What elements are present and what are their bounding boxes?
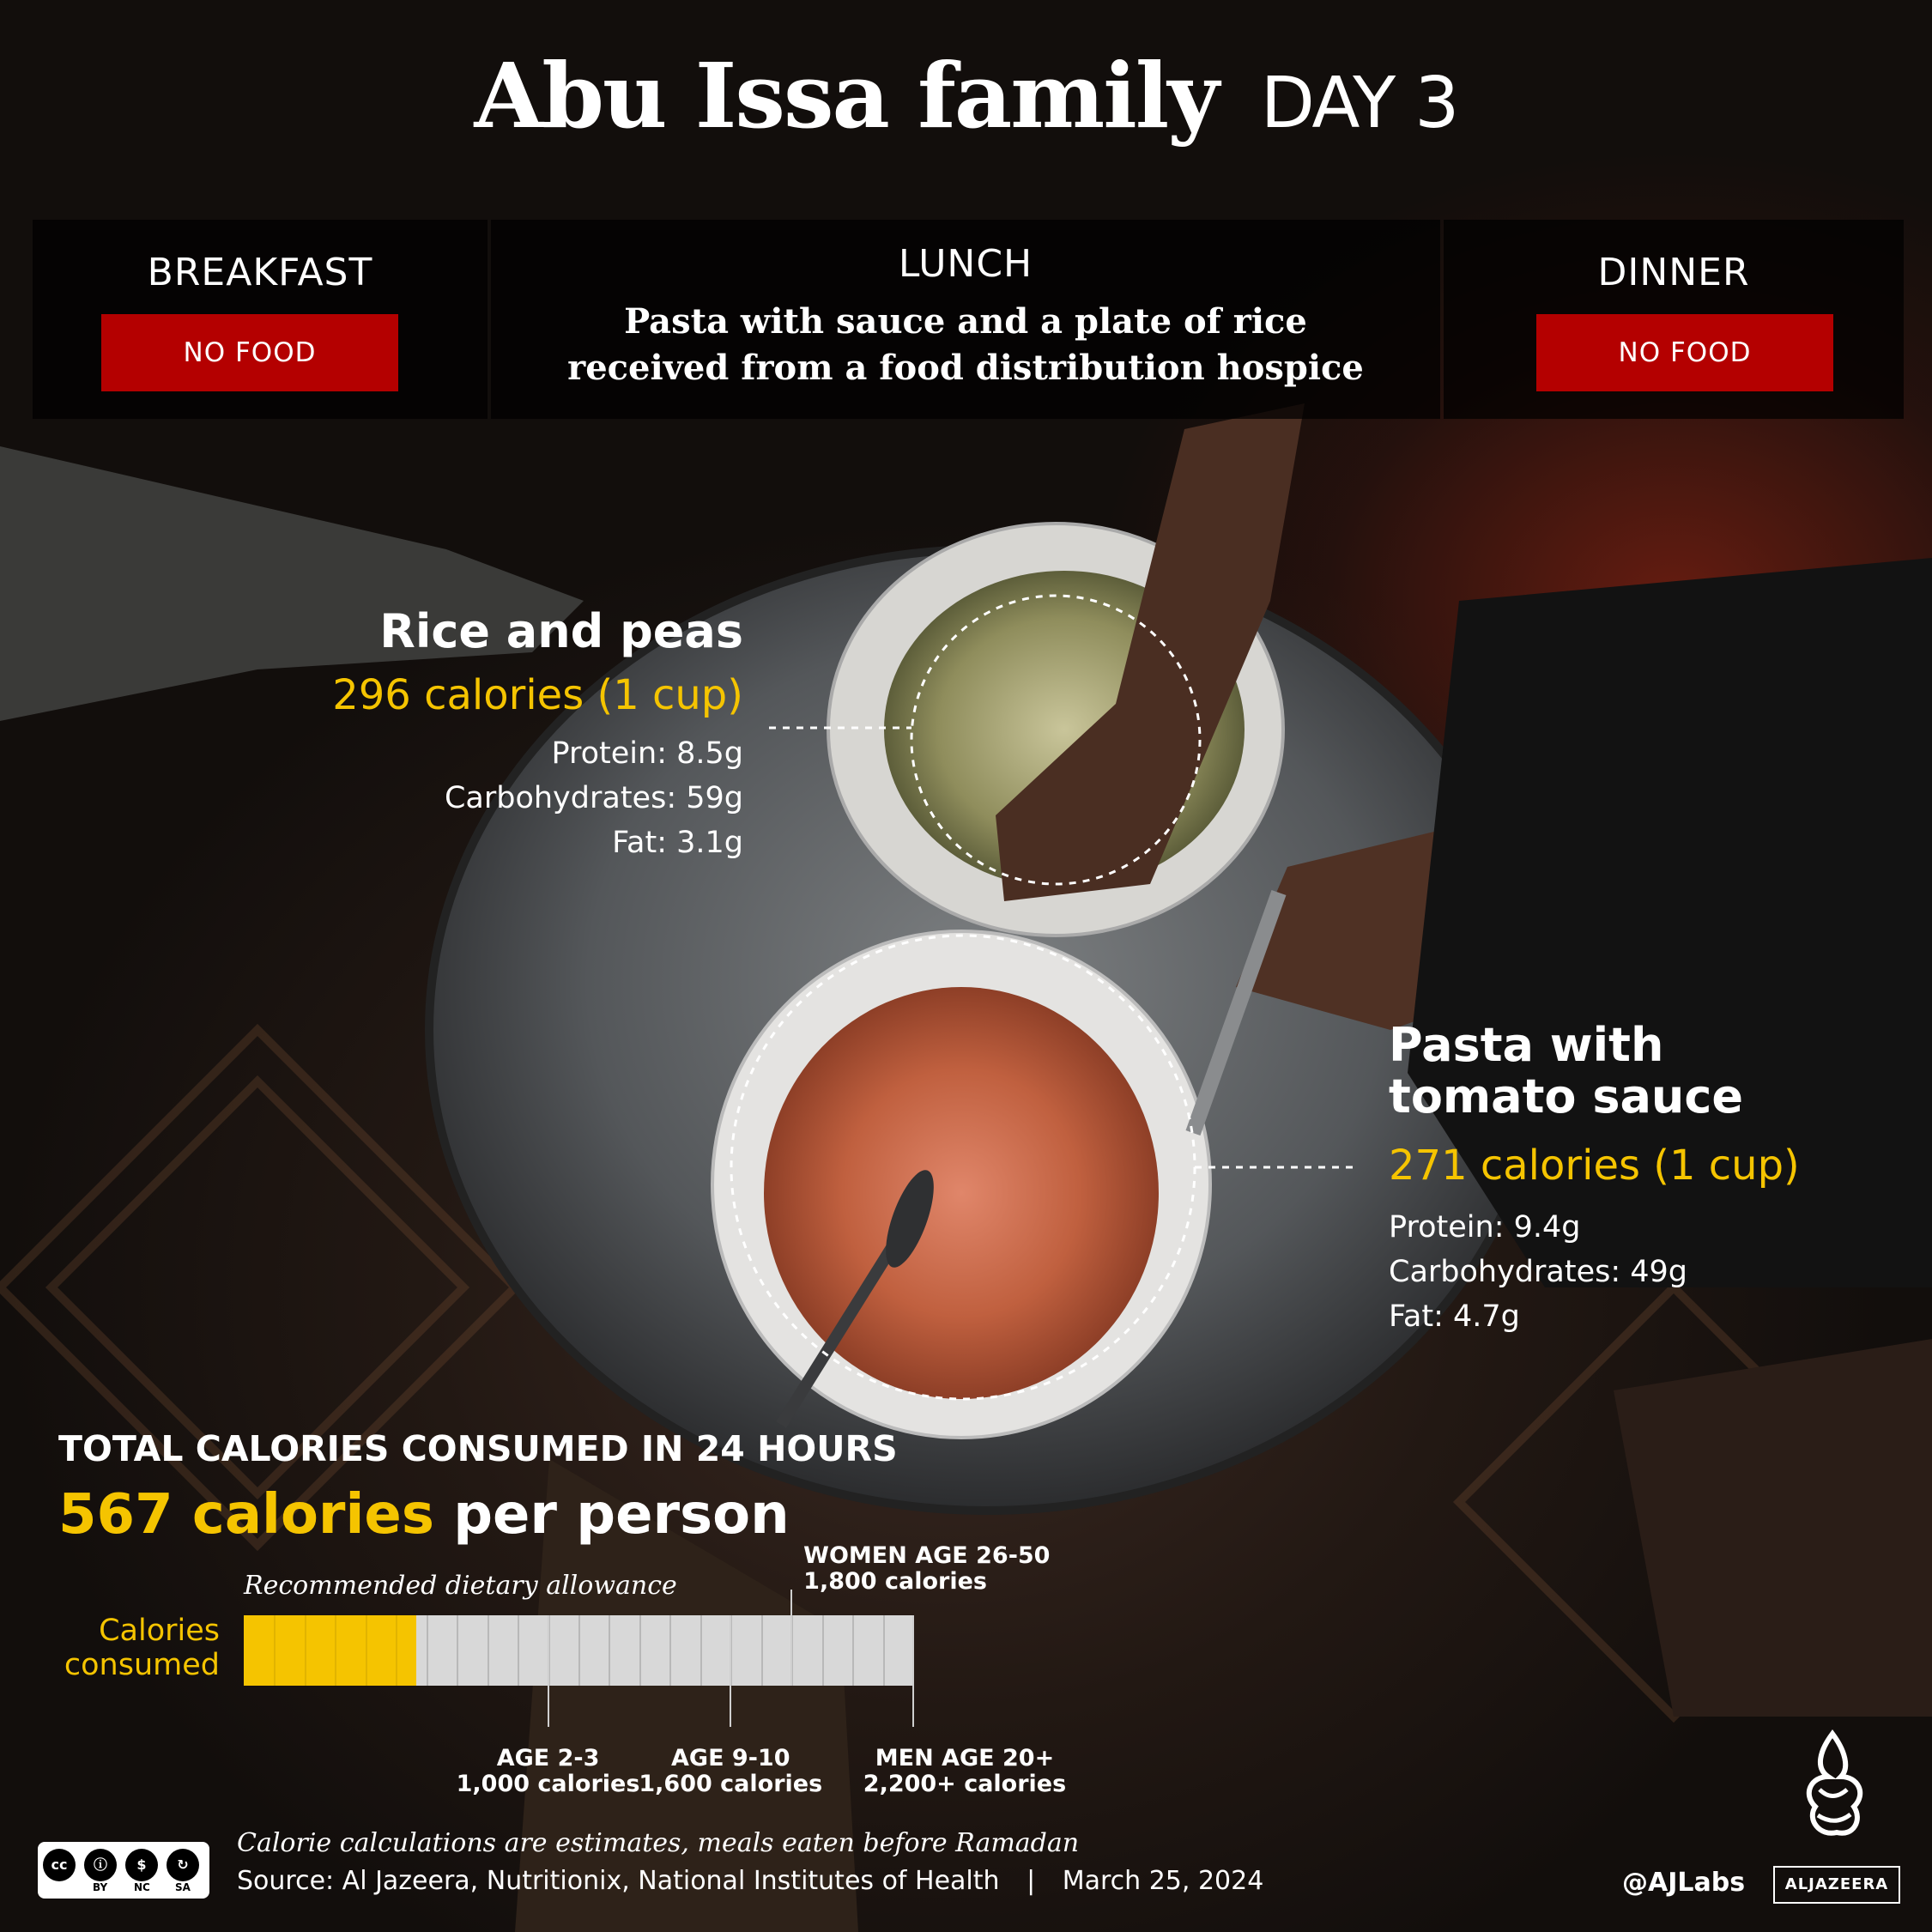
- total-calories-suffix: per person: [433, 1483, 790, 1547]
- pasta-carbs: Carbohydrates: 49g: [1389, 1255, 1688, 1289]
- estimate-note: Calorie calculations are estimates, meals eaten before Ramadan: [237, 1828, 1080, 1858]
- bar-segment-divider: [305, 1615, 306, 1686]
- aljazeera-wordmark: ALJAZEERA: [1773, 1866, 1900, 1904]
- allowance-marker-group: WOMEN AGE 26-50: [803, 1542, 1051, 1569]
- allowance-marker-line: [790, 1590, 792, 1686]
- allowance-marker-value: 1,800 calories: [803, 1568, 987, 1595]
- allowance-marker-group: AGE 9-10: [671, 1745, 790, 1772]
- bar-segment-divider: [578, 1615, 580, 1686]
- hand-bottom-right: [1614, 1339, 1932, 1717]
- bar-segment-divider: [457, 1615, 458, 1686]
- allowance-marker-value: 1,600 calories: [639, 1771, 823, 1797]
- bar-segment-divider: [366, 1615, 367, 1686]
- aljazeera-logo-icon: [1768, 1725, 1897, 1854]
- rice-name: Rice and peas: [379, 604, 743, 658]
- bar-segment-divider: [852, 1615, 854, 1686]
- allowance-marker-line: [912, 1615, 914, 1727]
- calories-consumed-label: [64, 1614, 220, 1682]
- pasta-name-line-1: Pasta with: [1389, 1018, 1664, 1072]
- dinner-panel: [1444, 220, 1904, 419]
- rice-carbs: Carbohydrates: 59g: [444, 781, 743, 815]
- source-text: Source: Al Jazeera, Nutritionix, National Institutes of Health: [237, 1866, 1000, 1896]
- rda-label: Recommended dietary allowance: [244, 1571, 677, 1601]
- cc-icon: cc: [43, 1849, 76, 1881]
- pasta-food: [764, 987, 1159, 1399]
- publish-date: March 25, 2024: [1062, 1866, 1264, 1896]
- lunch-description-line-1: Pasta with sauce and a plate of rice: [624, 301, 1307, 342]
- calorie-bar-track: [244, 1615, 913, 1686]
- by-icon: ⓘ: [84, 1849, 117, 1881]
- aj-labs-handle: @AJLabs: [1622, 1868, 1746, 1898]
- lunch-title: LUNCH: [898, 242, 1033, 286]
- allowance-marker-group: MEN AGE 20+: [875, 1745, 1055, 1772]
- consumed-label-line-2: consumed: [64, 1648, 220, 1682]
- license-nc: NC: [134, 1881, 150, 1893]
- breakfast-no-food-badge: NO FOOD: [101, 314, 398, 391]
- allowance-marker-value: 2,200+ calories: [863, 1771, 1067, 1797]
- dinner-title: DINNER: [1597, 251, 1750, 294]
- rice-calories: 296 calories (1 cup): [332, 671, 743, 719]
- allowance-marker-group: AGE 2-3: [496, 1745, 600, 1772]
- rice-protein: Protein: 8.5g: [551, 736, 743, 771]
- allowance-marker-label: [862, 1746, 1068, 1797]
- bar-segment-divider: [639, 1615, 641, 1686]
- allowance-marker-line: [730, 1615, 731, 1727]
- dinner-no-food-badge: NO FOOD: [1536, 314, 1833, 391]
- allowance-marker-line: [548, 1615, 549, 1727]
- sa-icon: ↻: [167, 1849, 199, 1881]
- allowance-marker-value: 1,000 calories: [456, 1771, 640, 1797]
- bar-segment-divider: [669, 1615, 671, 1686]
- rice-nutrition: [445, 731, 743, 865]
- consumed-label-line-1: Calories: [99, 1614, 220, 1648]
- license-by: BY: [93, 1881, 108, 1893]
- lunch-description: [491, 299, 1440, 391]
- family-name: Abu Issa family: [474, 43, 1218, 148]
- bar-segment-divider: [883, 1615, 885, 1686]
- breakfast-panel: [33, 220, 488, 419]
- pasta-fat: Fat: 4.7g: [1389, 1299, 1520, 1334]
- breakfast-title: BREAKFAST: [147, 251, 373, 294]
- pasta-protein: Protein: 9.4g: [1389, 1210, 1581, 1245]
- bar-segment-divider: [335, 1615, 336, 1686]
- total-calories-value: 567 calories: [58, 1483, 434, 1547]
- pasta-name: [1389, 1020, 1743, 1123]
- license-sa: SA: [175, 1881, 191, 1893]
- bar-segment-divider: [518, 1615, 519, 1686]
- bar-segment-divider: [488, 1615, 489, 1686]
- nc-icon: $: [125, 1849, 158, 1881]
- bar-segment-divider: [396, 1615, 397, 1686]
- page-title: [0, 43, 1932, 148]
- lunch-panel: [491, 220, 1440, 419]
- pasta-nutrition: [1389, 1205, 1687, 1339]
- bar-segment-divider: [609, 1615, 610, 1686]
- creative-commons-license: [38, 1842, 209, 1899]
- allowance-marker-label: [627, 1746, 833, 1797]
- bar-segment-divider: [822, 1615, 824, 1686]
- pasta-name-line-2: tomato sauce: [1389, 1069, 1743, 1123]
- bar-segment-divider: [761, 1615, 763, 1686]
- allowance-marker-label: [445, 1746, 651, 1797]
- calorie-bar-fill: [244, 1615, 416, 1686]
- lunch-description-line-2: received from a food distribution hospice: [567, 348, 1364, 388]
- allowance-marker-label: [803, 1543, 1050, 1595]
- bar-segment-divider: [427, 1615, 428, 1686]
- total-calories-heading: TOTAL CALORIES CONSUMED IN 24 HOURS: [58, 1428, 898, 1469]
- total-calories-line: [58, 1483, 790, 1547]
- pasta-calories: 271 calories (1 cup): [1389, 1142, 1800, 1190]
- bar-segment-divider: [700, 1615, 702, 1686]
- source-separator: |: [1027, 1866, 1036, 1896]
- day-label: DAY 3: [1260, 63, 1458, 144]
- source-line: [237, 1866, 1263, 1896]
- rice-fat: Fat: 3.1g: [612, 826, 743, 860]
- bar-segment-divider: [274, 1615, 276, 1686]
